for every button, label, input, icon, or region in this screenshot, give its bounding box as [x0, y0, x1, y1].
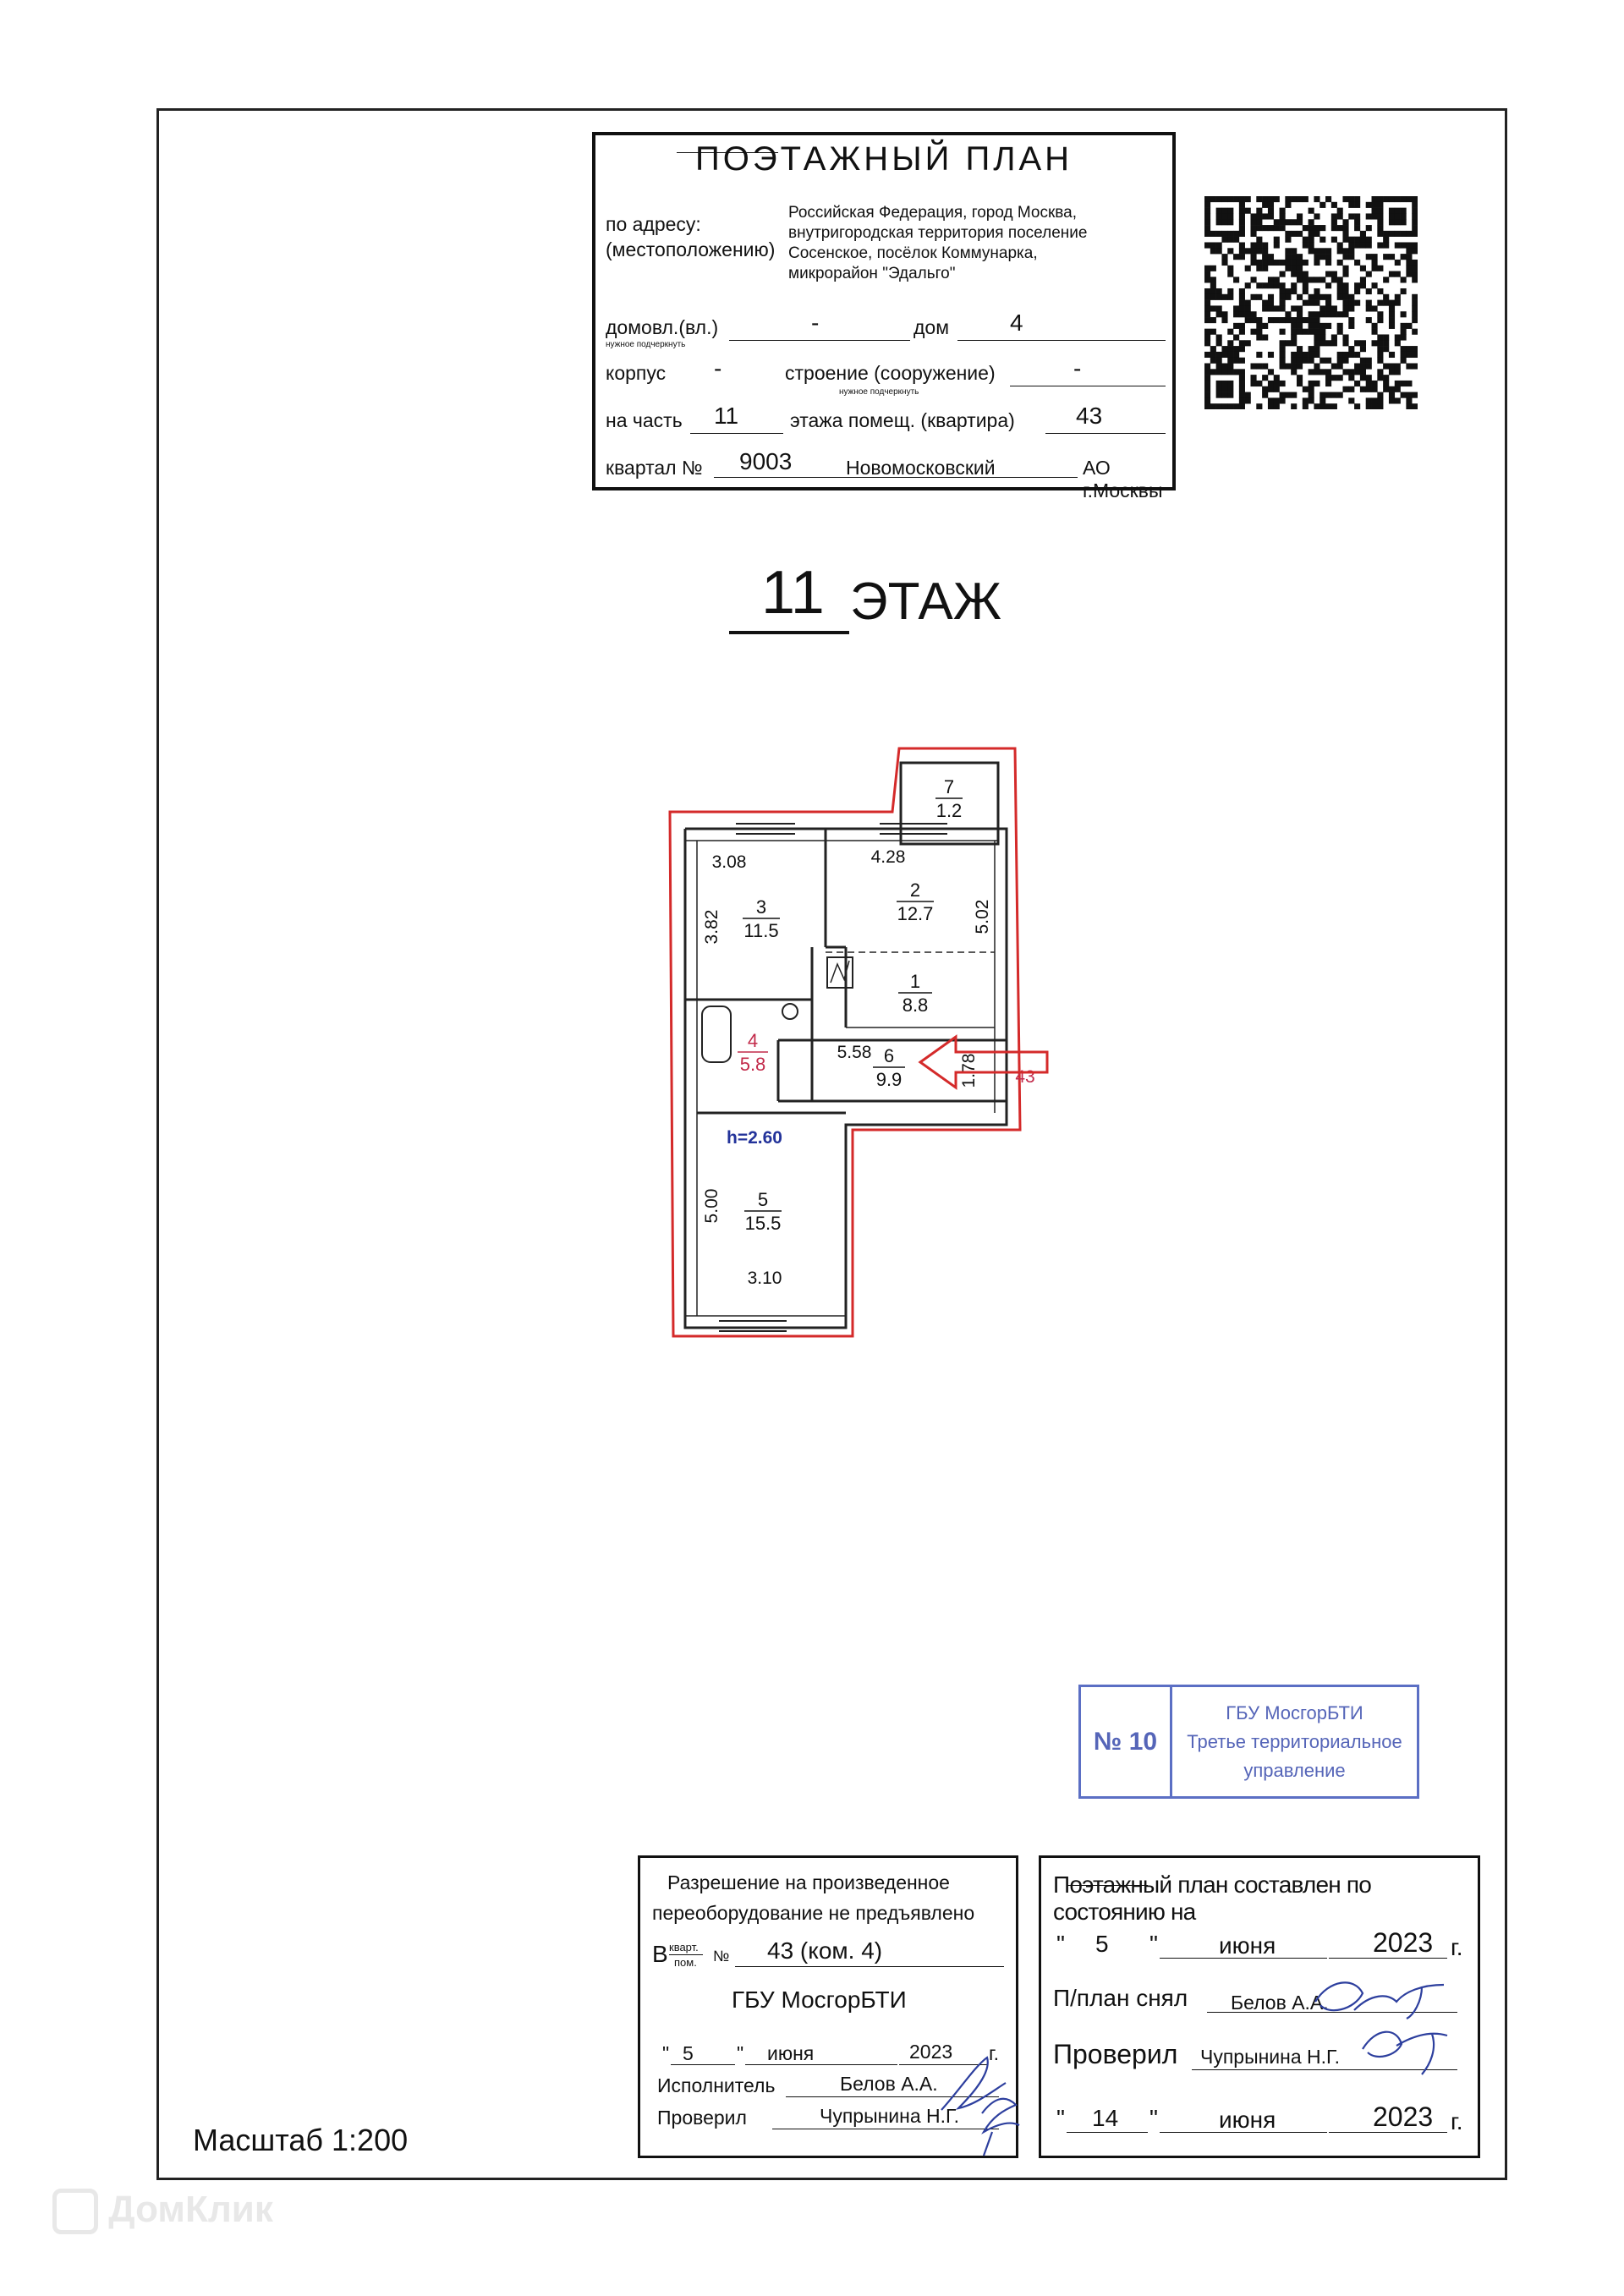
- dim-3-10: 3.10: [747, 1269, 782, 1288]
- survey-day-2: 14: [1092, 2105, 1119, 2131]
- room-4-area: 5.8: [739, 1054, 766, 1075]
- floor-word: ЭТАЖ: [850, 573, 1001, 631]
- permission-month: июня: [767, 2042, 815, 2064]
- dim-3-08: 3.08: [711, 852, 747, 872]
- chast-value: 11: [714, 403, 739, 429]
- etazh-value: 43: [1076, 403, 1103, 429]
- domovl-label: домовл.(вл.): [606, 316, 719, 338]
- snyal-name: Белов А.А.: [1231, 1992, 1329, 2014]
- dim-3-82: 3.82: [702, 909, 721, 945]
- floor-number: 11: [761, 559, 825, 627]
- underline-hint-2: нужное подчеркнуть: [839, 387, 919, 397]
- proveril-label-2: Проверил: [1053, 2039, 1178, 2069]
- room-2-area: 12.7: [897, 903, 934, 924]
- stamp-number: № 10: [1081, 1687, 1172, 1796]
- stroenie-value: -: [1073, 355, 1082, 381]
- ceiling-height: h=2.60: [727, 1128, 782, 1148]
- survey-title: Поэтажный план составлен по состоянию на: [1053, 1871, 1371, 1925]
- chast-label: на часть: [606, 409, 683, 431]
- etazh-label: этажа помещ. (квартира): [790, 409, 1015, 431]
- kvartal-value: 9003: [739, 448, 793, 474]
- survey-box: Поэтажный план составлен по состоянию на " 5 " июня 2023 г. П/план снял Белов А.А. Проверил Чупрынина Н.Г. " 14 " июня 2023 г.: [1039, 1855, 1480, 2158]
- signature-right: [1295, 1968, 1473, 2078]
- survey-month-2: июня: [1219, 2107, 1276, 2133]
- ispolnitel-name: Белов А.А.: [840, 2073, 938, 2095]
- scale-label: Масштаб 1:200: [193, 2123, 409, 2157]
- room-1-area: 8.8: [902, 995, 929, 1016]
- dim-5-00: 5.00: [702, 1188, 721, 1224]
- address-label: по адресу:: [606, 213, 701, 235]
- proveril-name: Чупрынина Н.Г.: [820, 2105, 960, 2127]
- room-7-area: 1.2: [935, 800, 963, 821]
- bti-stamp: [1078, 1685, 1419, 1799]
- dim-5-02: 5.02: [973, 899, 992, 934]
- watermark: ДомКлик: [52, 2189, 273, 2234]
- address-label-2: (местоположению): [606, 238, 776, 260]
- room-6-number: 6: [883, 1045, 895, 1066]
- survey-month-1: июня: [1219, 1932, 1276, 1959]
- permission-box: Разрешение на произведенное переоборудование не предъявлено В кварт. пом. № 43 (ком. 4) ГБУ МосгорБТИ " 5 " июня 2023 г. Исполнитель Белов А.А. Проверил Чупрынина Н.Г.: [638, 1855, 1018, 2158]
- dim-4-28: 4.28: [870, 847, 906, 867]
- korpus-label: корпус: [606, 362, 667, 384]
- room-3-area: 11.5: [743, 920, 779, 941]
- qr-code-image: [1204, 196, 1418, 409]
- survey-year-1: 2023: [1373, 1927, 1434, 1958]
- proveril-name-2: Чупрынина Н.Г.: [1200, 2046, 1341, 2068]
- okrug-value: Новомосковский: [846, 457, 996, 479]
- survey-day-1: 5: [1095, 1931, 1109, 1957]
- stamp-organization: ГБУ МосгорБТИ Третье территориальное управление: [1187, 1701, 1402, 1781]
- okrug-label: АО г.Москвы: [1083, 457, 1163, 501]
- ispolnitel-label: Исполнитель: [657, 2074, 776, 2096]
- dom-value: 4: [1010, 310, 1023, 336]
- underline-hint: нужное подчеркнуть: [606, 340, 686, 349]
- permission-day: 5: [683, 2042, 694, 2064]
- address-text: Российская Федерация, город Москва, внутригородская территория поселение Сосенское, посёлок Коммунарка, микрорайон "Эдальго": [788, 204, 1088, 282]
- kvartal-label: квартал №: [606, 457, 703, 479]
- no-label: №: [713, 1948, 730, 1964]
- room-3-number: 3: [755, 896, 767, 918]
- snyal-label: П/план снял: [1053, 1985, 1188, 2011]
- room-4-number: 4: [747, 1030, 759, 1051]
- v-label: В: [652, 1941, 668, 1967]
- qr-code: [1204, 196, 1418, 409]
- domclick-logo-icon: [52, 2189, 98, 2234]
- survey-year-2: 2023: [1373, 2101, 1434, 2132]
- proveril-label: Проверил: [657, 2107, 747, 2129]
- permission-line-1: Разрешение на произведенное: [667, 1871, 950, 1893]
- floor-plan: [651, 736, 1074, 1345]
- room-5-area: 15.5: [744, 1213, 782, 1234]
- domovl-value: -: [811, 310, 820, 336]
- permission-line-2: переоборудование не предъявлено: [652, 1902, 975, 1924]
- stroenie-label: строение (сооружение): [785, 362, 996, 384]
- room-6-area: 9.9: [875, 1069, 903, 1090]
- room-5-number: 5: [757, 1189, 769, 1210]
- header-block: [592, 132, 1176, 501]
- signature-left: [933, 2032, 1026, 2159]
- permission-org: ГБУ МосгорБТИ: [732, 1986, 907, 2013]
- dim-1-78: 1.78: [959, 1053, 979, 1088]
- permission-number: 43 (ком. 4): [767, 1937, 883, 1964]
- kvart-label: кварт.: [669, 1941, 699, 1954]
- korpus-value: -: [714, 355, 722, 381]
- room-7-number: 7: [943, 776, 955, 797]
- room-1-number: 1: [909, 971, 921, 992]
- document-title: ПОЭТАЖНЫЙ ПЛАН: [694, 140, 1073, 178]
- pom-label: пом.: [674, 1956, 697, 1969]
- dom-label: дом: [914, 316, 950, 338]
- dim-5-58: 5.58: [837, 1043, 872, 1062]
- permission-year: 2023: [909, 2041, 953, 2063]
- apartment-number: 43: [1015, 1067, 1035, 1087]
- room-2-number: 2: [909, 879, 921, 901]
- floor-plan-drawing: [651, 736, 1074, 1345]
